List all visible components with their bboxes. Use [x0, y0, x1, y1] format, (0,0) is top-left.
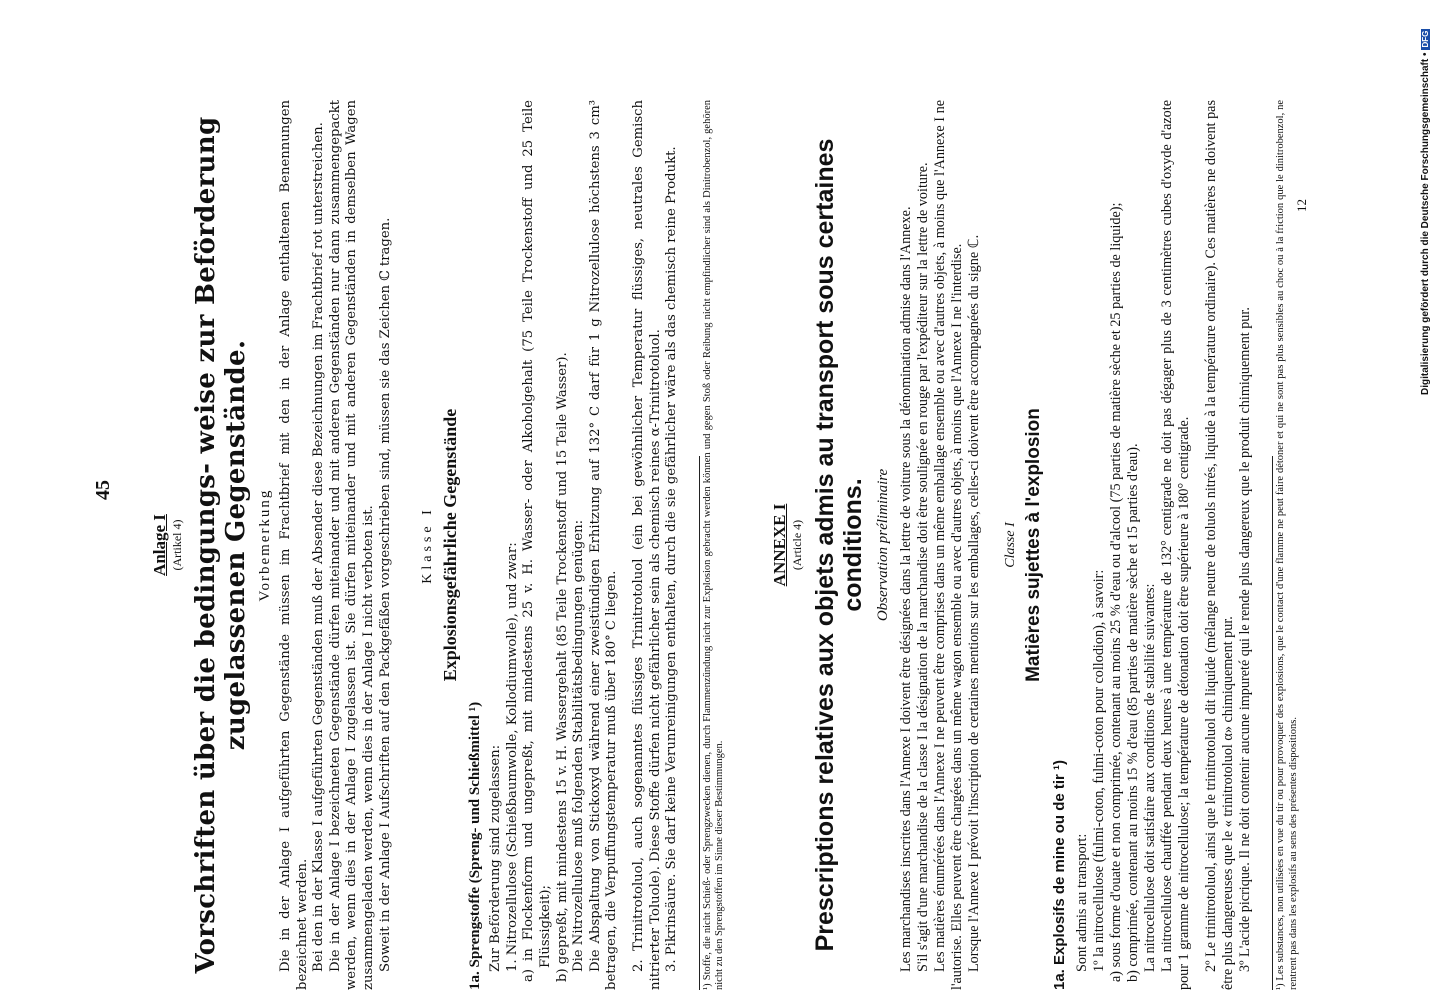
class-title-de: Explosionsgefährliche Gegenstände: [440, 408, 461, 682]
sidenote-text: Digitalisierung gefördert durch die Deutsche Forschungsgemeinschaft •: [1420, 52, 1431, 395]
class-heading-de: Klasse I: [420, 506, 436, 584]
digitization-sidenote: [1420, 29, 1431, 395]
stability-text-fr: La nitrocellulose chauffée pendant deux heures à une température de 132° centigrade ne doit pas dégager plus de 3 centimètres cubes d'oxyde d'azote pour 1 gramme de nitrocellulose; la température de détonation doit être supérieure à 180° centigrade.: [1159, 100, 1192, 990]
class-heading-fr: Classe I: [1003, 522, 1018, 568]
paragraph-fr-2: S'il s'agit d'une marchandise de la classe I la désignation de la marchandise doit être soulignée en rouge par l'expéditeur sur la lettre de voiture.: [915, 162, 931, 972]
annex-heading-fr: ANNEXE I: [770, 503, 789, 587]
dfg-badge: DFG: [1421, 30, 1430, 48]
intro-fr: Sont admis au transport:: [1074, 833, 1090, 972]
footnote-fr: ¹) Les substances, non utilisées en vue du tir ou pour provoquer des explosions, que le contact d'une flamme ne peut faire détoner et qui ne sont pas plus sensibles au choc ou à la friction que le dinitrobenzol, ne rentrent pas dans les explosifs au sens des présentes dispositions.: [1275, 100, 1299, 990]
section-1a-de: 1a. Sprengstoffe (Spreng- und Schießmittel ¹): [467, 701, 484, 990]
section-1a-fr: 1a. Explosifs de mine ou de tir ¹): [1051, 759, 1068, 990]
preliminary-heading-de: Vorbemerkung: [257, 488, 273, 602]
page-number-top: 45: [92, 480, 114, 500]
item-3-fr: 3º L'acide picrique. Il ne doit contenir aucune impureté qui le rende plus dangereux que le produit chimiquement pur.: [1237, 307, 1253, 972]
item-3-de: 3. Pikrinsäure. Sie darf keine Verunreinigungen enthalten, durch die sie gefährlicher wäre als das chemisch reine Produkt.: [664, 146, 680, 972]
item-1-de: 1. Nitrozellulose (Schießbaumwolle, Kollodiumwolle), und zwar:: [504, 542, 520, 972]
page-number-bottom: 12: [1294, 199, 1309, 212]
preliminary-heading-fr: Observation préliminaire: [875, 468, 891, 622]
title-de: Vorschriften über die bedingungs- weise zur Beförderung zugelassenen Gegenstände.: [191, 116, 251, 974]
paragraph-fr-3: Les matières énumérées dans l'Annexe I ne peuvent être comprises dans un même emballage ensemble ou avec d'autres objets, à moins que l'Annexe I ne l'autorise. Elles peuvent être chargées dans un même wagon ensemble ou avec d'autres objets, à moins que l'Annexe I ne l'interdise.: [932, 100, 965, 990]
paragraph-de-3: Die in der Anlage I bezeichneten Gegenstände dürfen miteinander und mit anderen Gegenständen nur dann zusammengepackt werden, wenn dies in der Anlage I zugelassen ist. Sie dürfen miteinander und mit anderen Gegenständen in demselben Wagen zusammengeladen werden, wenn dies in der Anlage I nicht verboten ist.: [327, 100, 376, 990]
item-1a-fr: a) sous forme d'ouate et non comprimée, contenant au moins 25 % d'eau ou d'alcool (75 parties de matière sèche et 25 parties de liquide);: [1108, 202, 1124, 982]
article-ref-de: (Artikel 4): [170, 519, 184, 571]
item-1-fr: 1º la nitrocellulose (fulmi-coton, fulmi-coton pour collodion), à savoir:: [1091, 569, 1107, 972]
paragraph-de-4: Soweit in der Anlage I Aufschriften auf den Packgefäßen vorgeschrieben sind, müssen sie das Zeichen ℂ tragen.: [377, 217, 393, 972]
title-fr: Prescriptions relatives aux objets admis au transport sous certaines conditions.: [811, 138, 867, 952]
french-column: [770, 100, 1299, 990]
footnote-de: ¹) Stoffe, die nicht Schieß- oder Sprengzwecken dienen, durch Flammenzündung nicht zur Explosion gebracht werden können und gegen Stoß oder Reibung nicht empfindlicher sind als Dinitrobenzol, gehören nicht zu den Sprengstoffen im Sinne dieser Bestimmungen.: [701, 100, 726, 990]
item-2-fr: 2º Le trinitrotoluol, ainsi que le trinitrotoluol dit liquide (mélange neutre de toluols nitrés, liquide à la température ordinaire). Ces matières ne doivent pas être plus dangereuses que le « trinitrotoluol α» chimiquement pur.: [1203, 100, 1236, 990]
intro-de: Zur Beförderung sind zugelassen:: [488, 744, 504, 972]
item-1b-fr: b) comprimée, contenant au moins 15 % d'eau (85 parties de matière sèche et 15 parties d'eau).: [1125, 443, 1141, 982]
paragraph-fr-4: Lorsque l'Annexe I prévoit l'inscription de certaines mentions sur les emballages, celles-ci doivent être accompagnées du signe ℂ.: [966, 234, 982, 972]
article-ref-fr: (Article 4): [790, 519, 804, 571]
paragraph-de-2: Bei den in der Klasse I aufgeführten Gegenständen muß der Absender diese Bezeichnungen im Frachtbrief rot unterstreichen.: [311, 122, 327, 972]
annex-heading-de: Anlage I: [150, 514, 169, 576]
paragraph-fr-1: Les marchandises inscrites dans l'Annexe I doivent être désignées dans la lettre de voiture sous la dénomination admise dans l'Annexe.: [898, 206, 914, 972]
stability-intro-fr: La nitrocellulose doit satisfaire aux conditions de stabilité suivantes:: [1142, 583, 1158, 972]
stability-intro-de: Die Nitrozellulose muß folgenden Stabilitätsbedingungen genügen:: [571, 519, 587, 972]
paragraph-de-1: Die in der Anlage I aufgeführten Gegenstände müssen im Frachtbrief mit den in der Anlage enthaltenen Benennungen bezeichnet werden.: [278, 100, 310, 990]
class-title-fr: Matières sujettes à l'explosion: [1023, 408, 1044, 682]
stability-text-de: Die Abspaltung von Stickoxyd während einer zweistündigen Erhitzung auf 132° C darf für 1 g Nitrozellulose höchstens 3 cm³ betragen, die Verpuffungstemperatur muß über 180° C liegen.: [587, 100, 620, 990]
german-column: [150, 100, 726, 990]
item-2-de: 2. Trinitrotoluol, auch sogenanntes flüssiges Trinitrotoluol (ein bei gewöhnlicher Temperatur flüssiges, neutrales Gemisch nitrierter Toluole). Diese Stoffe dürfen nicht gefährlicher sein als chemisch reines α-Trinitrotoluol.: [630, 100, 663, 990]
item-1a-de: a) in Flockenform und ungepreßt, mit mindestens 25 v. H. Wasser- oder Alkoholgehalt (75 Teile Trockenstoff und 25 Teile Flüssigkeit);: [521, 100, 553, 982]
item-1b-de: b) gepreßt, mit mindestens 15 v. H. Wassergehalt (85 Teile Trockenstoff und 15 Teile Wasser).: [554, 352, 570, 982]
